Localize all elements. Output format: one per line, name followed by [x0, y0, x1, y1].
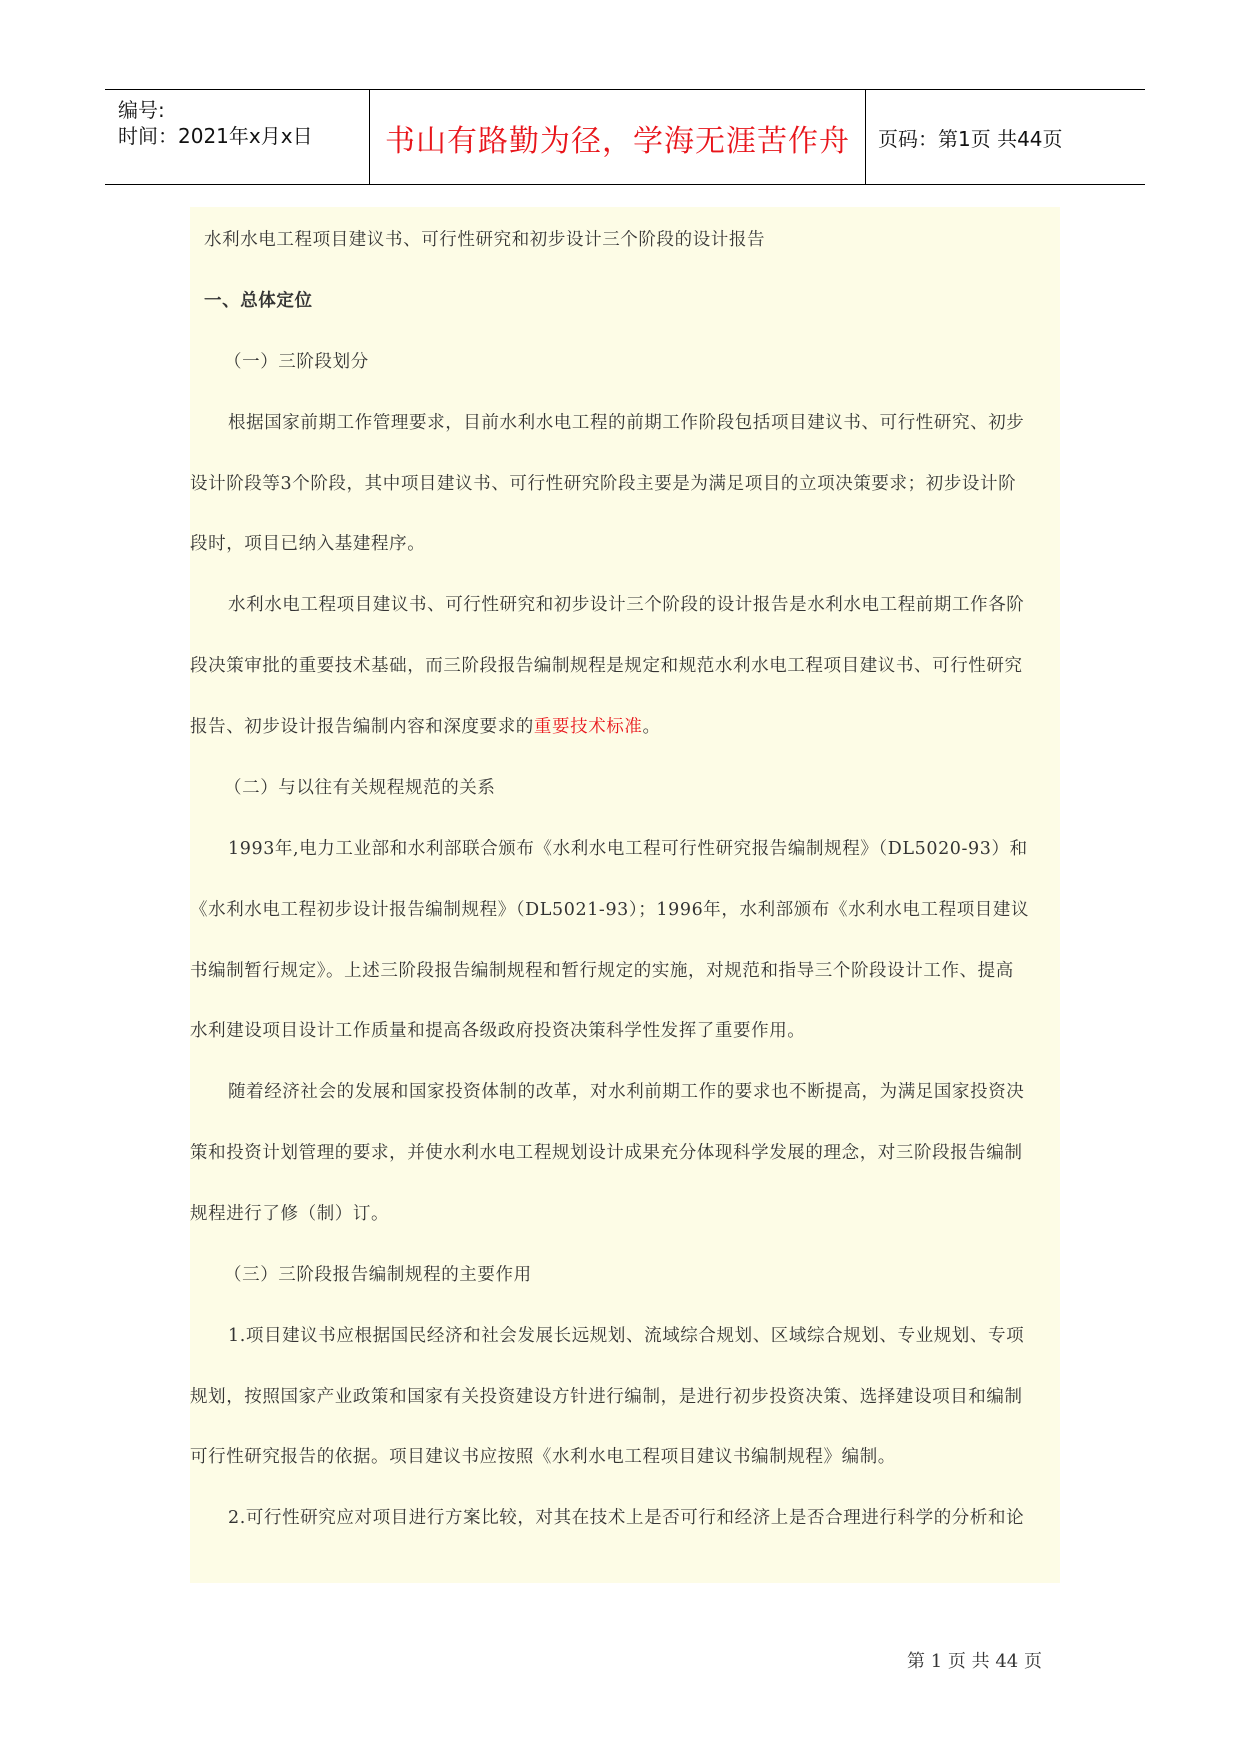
paragraph-line: 策和投资计划管理的要求，并使水利水电工程规划设计成果充分体现科学发展的理念，对三阶段报告编制 — [190, 1143, 1023, 1163]
document-time-label: 时间：2021年x月x日 — [118, 124, 313, 148]
section-heading-overall: 一、总体定位 — [204, 291, 313, 311]
header-motto-cell — [370, 90, 866, 184]
header-page-code: 页码：第1页 共44页 — [878, 127, 1063, 151]
paragraph-line: 1993年,电力工业部和水利部联合颁布《水利水电工程可行性研究报告编制规程》（DL5020-93）和 — [228, 839, 1028, 859]
paragraph-line: 2.可行性研究应对项目进行方案比较，对其在技术上是否可行和经济上是否合理进行科学的分析和论 — [228, 1508, 1025, 1528]
paragraph-line: 1.项目建议书应根据国民经济和社会发展长远规划、流域综合规划、区域综合规划、专业规划、专项 — [228, 1326, 1025, 1346]
paragraph-line: 书编制暂行规定》。上述三阶段报告编制规程和暂行规定的实施，对规范和指导三个阶段设计工作、提高 — [190, 961, 1014, 981]
document-title: 水利水电工程项目建议书、可行性研究和初步设计三个阶段的设计报告 — [204, 230, 766, 250]
document-body — [190, 207, 1060, 1583]
paragraph-line: 《水利水电工程初步设计报告编制规程》（DL5021-93）；1996年，水利部颁布《水利水电工程项目建议 — [190, 900, 1030, 920]
paragraph-line: 可行性研究报告的依据。项目建议书应按照《水利水电工程项目建议书编制规程》编制。 — [190, 1447, 896, 1467]
paragraph-line — [190, 713, 661, 738]
page-footer: 第 1 页 共 44 页 — [907, 1651, 1042, 1672]
paragraph-text: 。 — [642, 717, 661, 737]
highlighted-term: 重要技术标准 — [533, 717, 643, 737]
paragraph-line: 段时，项目已纳入基建程序。 — [190, 534, 426, 554]
paragraph-line: 水利水电工程项目建议书、可行性研究和初步设计三个阶段的设计报告是水利水电工程前期工作各阶 — [228, 595, 1025, 615]
header-motto: 书山有路勤为径，学海无涯苦作舟 — [385, 124, 850, 159]
paragraph-line: 水利建设项目设计工作质量和提高各级政府投资决策科学性发挥了重要作用。 — [190, 1021, 806, 1041]
page-header — [105, 89, 1145, 185]
paragraph-text: 报告、初步设计报告编制内容和深度要求的 — [190, 717, 534, 737]
paragraph-line: 设计阶段等3个阶段，其中项目建议书、可行性研究阶段主要是为满足项目的立项决策要求；初步设计阶 — [190, 474, 1017, 494]
paragraph-line: 随着经济社会的发展和国家投资体制的改革，对水利前期工作的要求也不断提高，为满足国家投资决 — [228, 1082, 1025, 1102]
header-page-cell — [866, 90, 1145, 184]
header-info-cell — [105, 90, 370, 184]
document-number-label: 编号: — [118, 98, 165, 122]
subheading-relation: （二）与以往有关规程规范的关系 — [224, 778, 496, 798]
paragraph-line: 段决策审批的重要技术基础，而三阶段报告编制规程是规定和规范水利水电工程项目建议书、可行性研究 — [190, 656, 1023, 676]
paragraph-line: 规程进行了修（制）订。 — [190, 1204, 390, 1224]
subheading-stage-division: （一）三阶段划分 — [224, 352, 369, 372]
subheading-main-role: （三）三阶段报告编制规程的主要作用 — [224, 1265, 532, 1285]
paragraph-line: 根据国家前期工作管理要求，目前水利水电工程的前期工作阶段包括项目建议书、可行性研究、初步 — [228, 413, 1025, 433]
paragraph-line: 规划，按照国家产业政策和国家有关投资建设方针进行编制，是进行初步投资决策、选择建设项目和编制 — [190, 1387, 1023, 1407]
